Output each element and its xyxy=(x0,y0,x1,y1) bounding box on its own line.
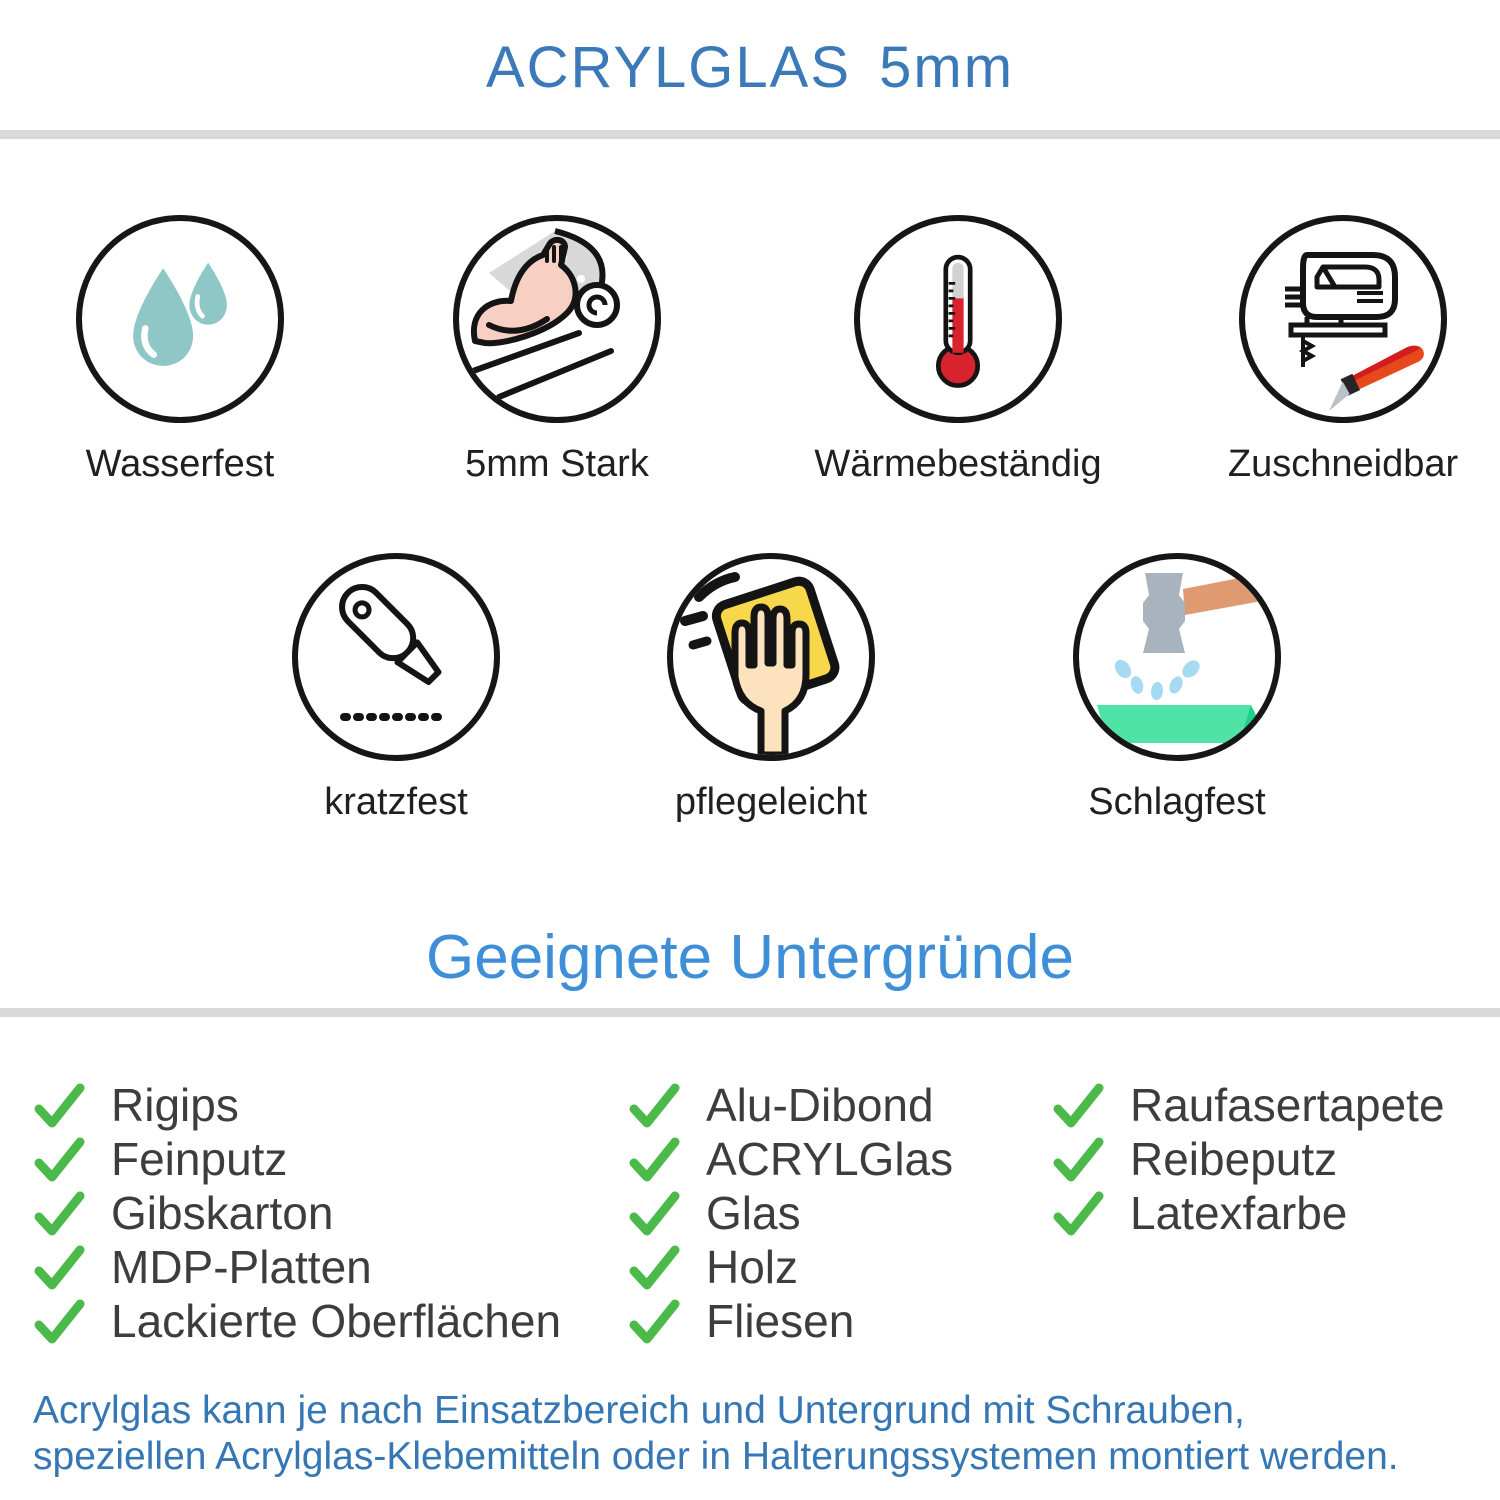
substrate-label: Glas xyxy=(706,1187,801,1239)
substrate-label: Fliesen xyxy=(706,1295,855,1347)
list-item xyxy=(33,1240,561,1294)
list-item xyxy=(33,1078,561,1132)
cleaning-hand-icon xyxy=(673,559,869,755)
substrate-label: Reibeputz xyxy=(1130,1133,1338,1185)
feature-zuschneidbar xyxy=(1173,215,1500,486)
water-drops-icon xyxy=(105,244,255,394)
hammer-icon xyxy=(1079,559,1275,755)
divider-bar xyxy=(0,1008,1500,1017)
feature-label: Wasserfest xyxy=(85,443,275,485)
checkmark-icon xyxy=(1052,1133,1104,1185)
substrate-label: MDP-Platten xyxy=(111,1241,372,1293)
checkmark-icon xyxy=(33,1133,85,1185)
substrate-label: Rigips xyxy=(111,1079,239,1131)
feature-waermebestaendig xyxy=(788,215,1128,486)
checkmark-icon xyxy=(1052,1079,1104,1131)
feature-label: Wärmebeständig xyxy=(814,443,1102,485)
feature-kratzfest xyxy=(226,553,566,824)
feature-pflegeleicht xyxy=(601,553,941,824)
substrate-column-2 xyxy=(628,1078,953,1348)
substrate-column-3 xyxy=(1052,1078,1445,1240)
feature-label: 5mm Stark xyxy=(465,443,649,485)
substrate-label: Alu-Dibond xyxy=(706,1079,934,1131)
checkmark-icon xyxy=(33,1079,85,1131)
checkmark-icon xyxy=(628,1187,680,1239)
feature-label: Zuschneidbar xyxy=(1227,443,1459,485)
section-title: Geeignete Untergründe xyxy=(425,923,1074,992)
list-item xyxy=(628,1078,953,1132)
list-item xyxy=(33,1186,561,1240)
list-item xyxy=(1052,1078,1445,1132)
jigsaw-icon xyxy=(1245,221,1441,417)
muscle-arm-icon xyxy=(459,221,655,417)
divider-bar xyxy=(0,130,1500,139)
substrate-label: Holz xyxy=(706,1241,799,1293)
feature-schlagfest xyxy=(1007,553,1347,824)
list-item xyxy=(33,1132,561,1186)
list-item xyxy=(1052,1186,1445,1240)
checkmark-icon xyxy=(628,1295,680,1347)
feature-5mm-stark xyxy=(387,215,727,486)
feature-label: Schlagfest xyxy=(1088,781,1266,823)
feature-label: kratzfest xyxy=(324,781,468,823)
substrate-label: Raufasertapete xyxy=(1130,1079,1445,1131)
list-item xyxy=(33,1294,561,1348)
checkmark-icon xyxy=(33,1241,85,1293)
checkmark-icon xyxy=(628,1133,680,1185)
substrate-label: Latexfarbe xyxy=(1130,1187,1348,1239)
list-item xyxy=(628,1186,953,1240)
footer-line-1: Acrylglas kann je nach Einsatzbereich und Untergrund mit Schrauben, xyxy=(33,1389,1245,1432)
list-item xyxy=(628,1240,953,1294)
thermometer-icon xyxy=(883,244,1033,394)
page-title: ACRYLGLAS 5mm xyxy=(485,35,1015,100)
list-item xyxy=(1052,1132,1445,1186)
substrate-label: Gibskarton xyxy=(111,1187,334,1239)
checkmark-icon xyxy=(628,1079,680,1131)
substrate-label: Lackierte Oberflächen xyxy=(111,1295,562,1347)
checkmark-icon xyxy=(33,1187,85,1239)
list-item xyxy=(628,1132,953,1186)
checkmark-icon xyxy=(628,1241,680,1293)
feature-wasserfest xyxy=(10,215,350,486)
list-item xyxy=(628,1294,953,1348)
footer-line-2: speziellen Acrylglas-Klebemitteln oder in Halterungssystemen montiert werden. xyxy=(33,1435,1399,1478)
checkmark-icon xyxy=(33,1295,85,1347)
feature-label: pflegeleicht xyxy=(674,781,868,823)
checkmark-icon xyxy=(1052,1187,1104,1239)
substrate-column-1 xyxy=(33,1078,561,1348)
footer-note xyxy=(33,1388,1473,1480)
substrate-label: ACRYLGlas xyxy=(706,1133,954,1185)
substrate-label: Feinputz xyxy=(111,1133,288,1185)
utility-knife-icon xyxy=(298,559,494,755)
